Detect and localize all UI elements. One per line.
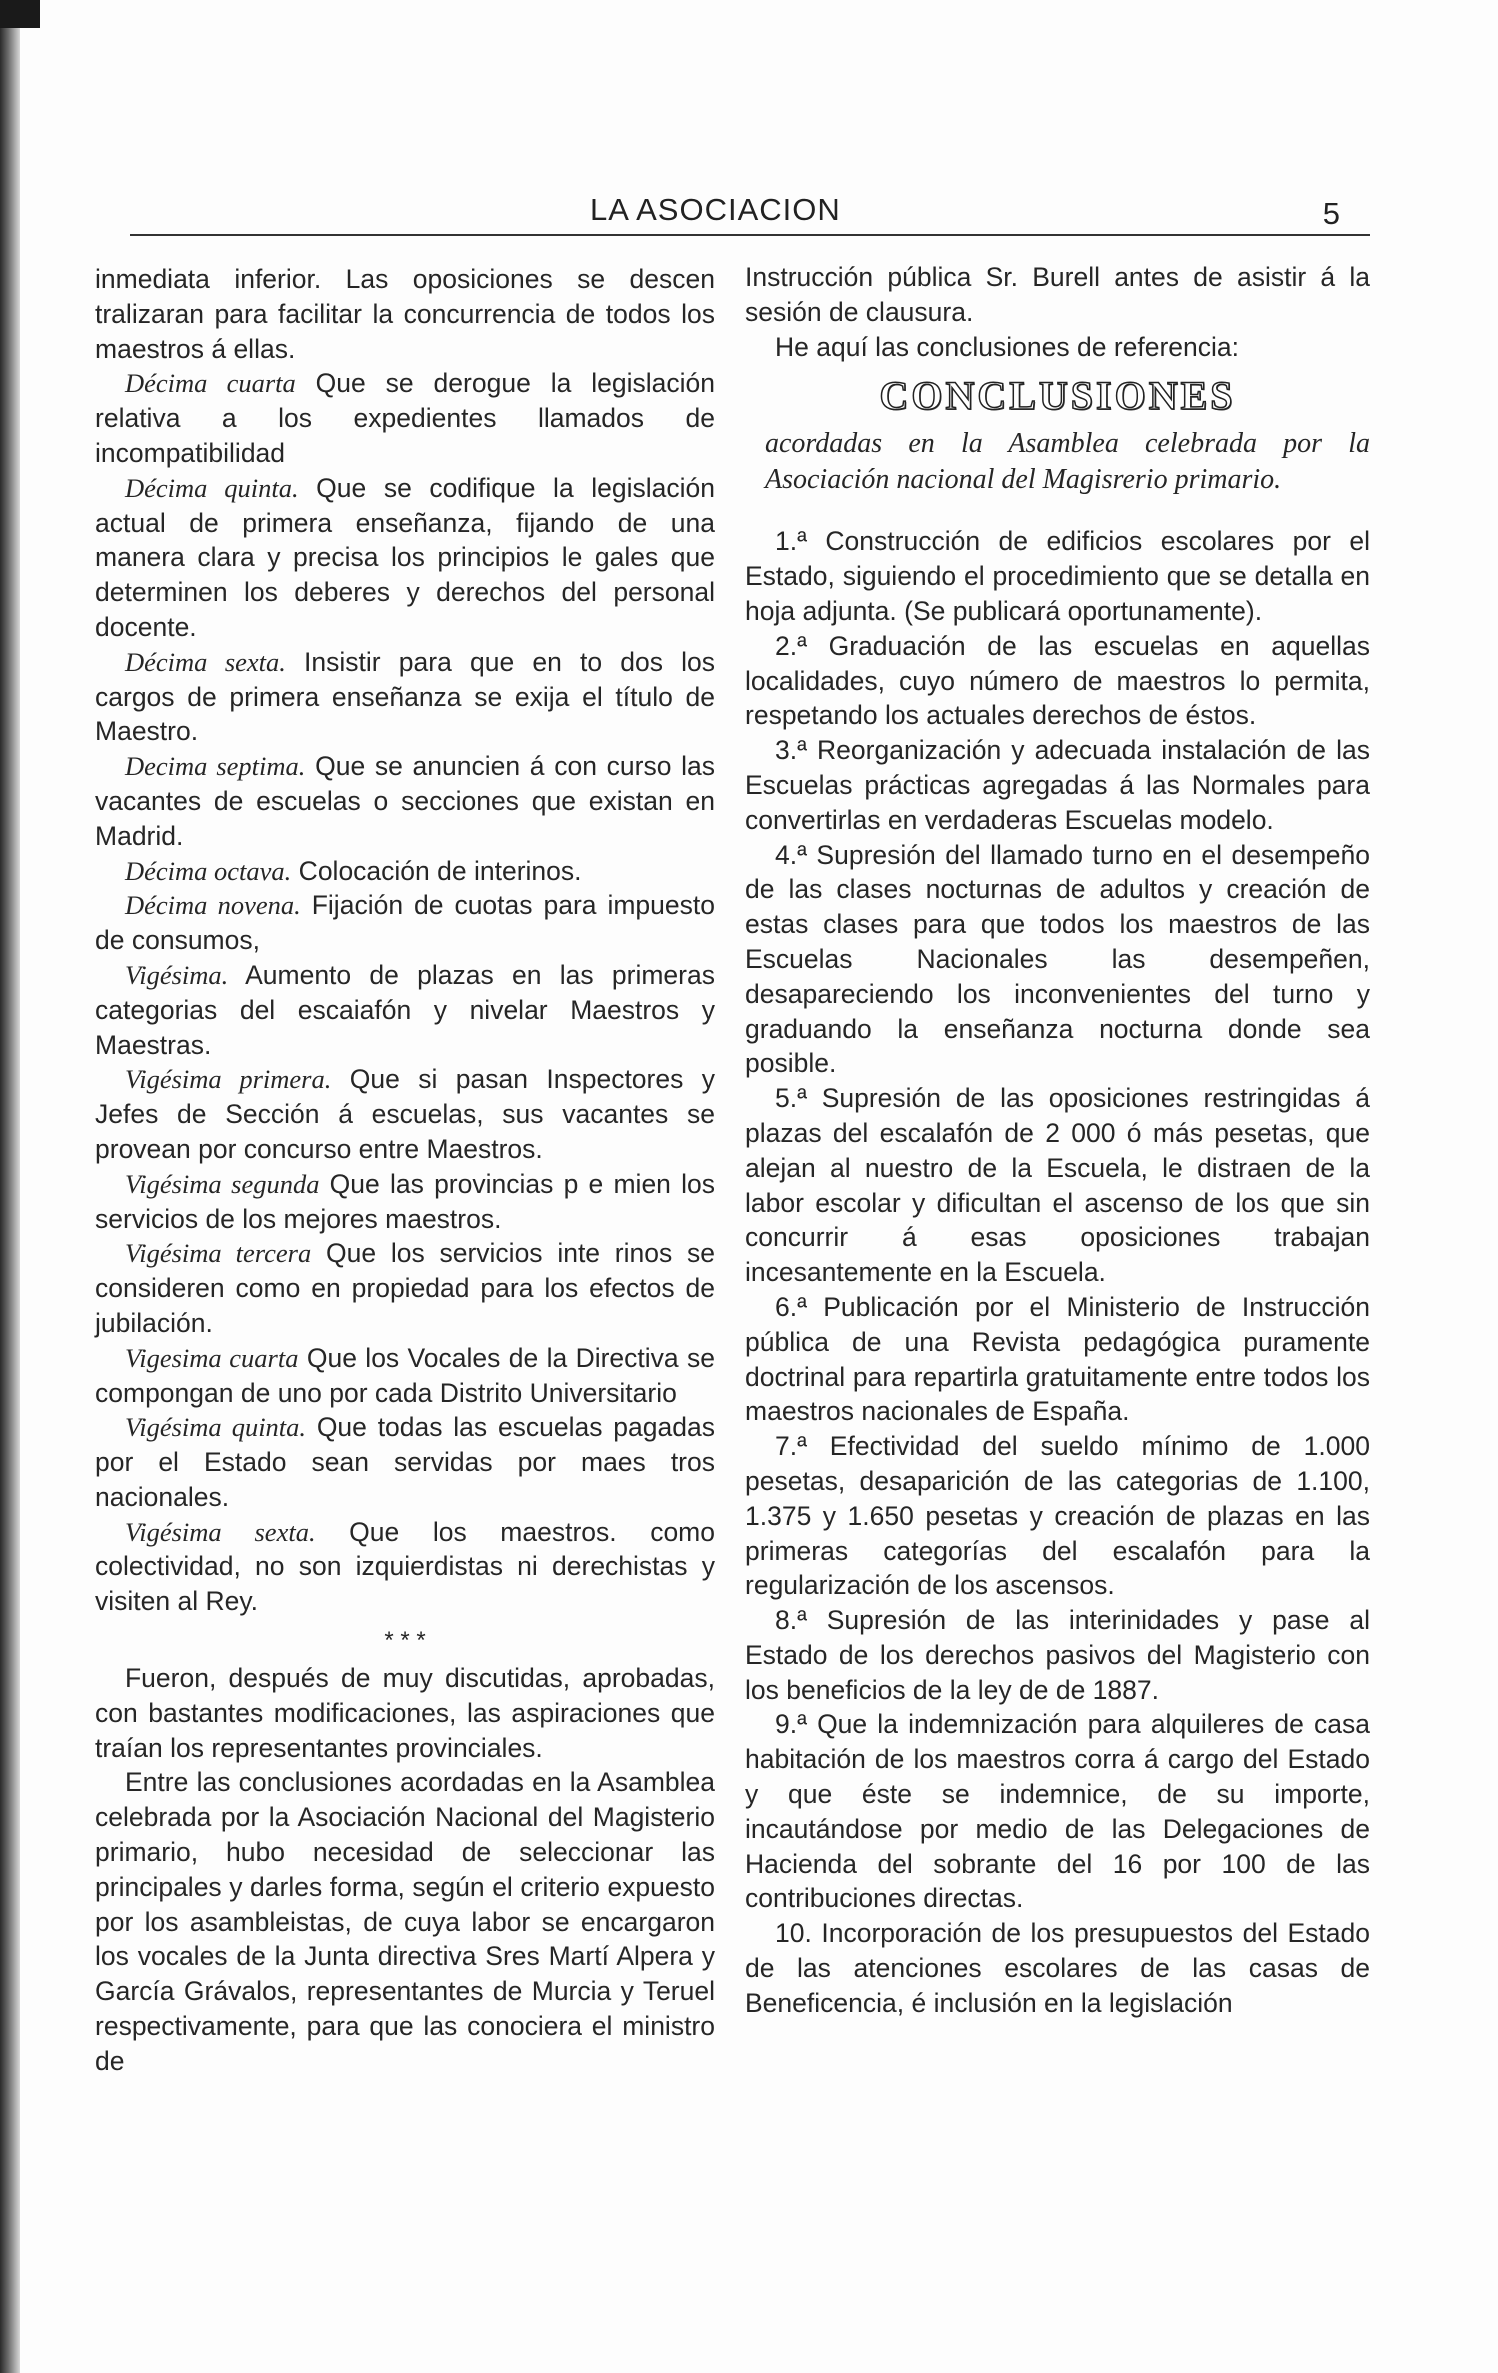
conclusiones-subtitle: acordadas en la Asamblea celebrada por la Asociación nacional del Magisrerio primario.	[765, 428, 1370, 496]
right-conclusion-item	[745, 1081, 1370, 1290]
conclusion-number: 4.ª	[775, 839, 807, 870]
left-column	[95, 262, 715, 2079]
conclusion-label: Décima sexta.	[125, 646, 286, 677]
left-conclusion-item	[95, 1410, 715, 1514]
conclusion-text: Que los Vocales de la Directiva se compongan de uno por cada Distrito Universitario	[95, 1342, 715, 1408]
page-binding-shadow	[0, 0, 20, 2373]
conclusion-text: Que los maestros. como colectividad, no son izquierdistas ni derechistas y visiten al Rey.	[95, 1516, 715, 1617]
conclusiones-heading: CONCLUSIONES	[879, 373, 1236, 419]
right-conclusion-list	[745, 524, 1370, 2020]
conclusion-text: Incorporación de los presupuestos del Estado de las atenciones escolares de las casas de Beneficencia, é inclusión en la legislación	[745, 1918, 1370, 2018]
left-conclusion-item	[95, 888, 715, 958]
conclusion-label: Vigesima cuarta	[125, 1342, 299, 1373]
conclusion-label: Vigésima.	[125, 959, 229, 990]
conclusion-text: Supresión de las oposiciones restringidas á plazas del escalafón de 2 000 ó más pesetas, que alejan al nuestro de la Escuela, le distraen de la labor escolar y dificultan el ascenso de los que sin concurrir á esas oposiciones trabajan incesantemente en la Escuela.	[745, 1083, 1370, 1288]
running-header	[130, 190, 1370, 236]
left-conclusion-item	[95, 645, 715, 749]
right-column	[745, 260, 1370, 2021]
conclusion-text: Que todas las escuelas pagadas por el Estado sean servidas por maes tros nacionales.	[95, 1412, 715, 1512]
left-conclusion-item	[95, 1515, 715, 1619]
right-conclusion-item	[745, 838, 1370, 1082]
right-conclusion-item	[745, 1429, 1370, 1603]
left-conclusion-item	[95, 749, 715, 853]
journal-title: LA ASOCIACION	[590, 192, 841, 227]
right-conclusion-item	[745, 524, 1370, 628]
conclusion-number: 9.ª	[775, 1709, 807, 1740]
conclusion-label: Décima octava.	[125, 855, 292, 886]
right-intro: Instrucción pública Sr. Burell antes de asistir á la sesión de clausura.	[745, 262, 1370, 327]
conclusion-label: Decima septima.	[125, 751, 306, 782]
left-conclusion-item	[95, 854, 715, 889]
conclusion-number: 2.ª	[775, 630, 807, 661]
left-paragraph-2: Entre las conclusiones acordadas en la Asamblea celebrada por la Asociación Nacional del Magisterio primario, hubo necesidad de seleccionar las principales y darles forma, según el criterio expuesto por los asambleistas, de cuya labor se encargaron los vocales de la Junta directiva Sres Martí Alpera y García Grávalos, representantes de Murcia y Teruel respectivamente, para que las conociera el ministro de	[95, 1767, 715, 2076]
right-lead: He aquí las conclusiones de referencia:	[775, 331, 1240, 362]
left-conclusion-item	[95, 471, 715, 645]
conclusion-text: Que la indemnización para alquileres de casa habitación de los maestros corra á cargo del Estado y que éste se indemnice, de su importe, incautándose por medio de las Delegaciones de Hacienda del sobrante del 16 por 100 de las contribuciones directas.	[745, 1709, 1370, 1914]
conclusion-text: Construcción de edificios escolares por el Estado, siguiendo el procedimiento que se detalla en hoja adjunta. (Se publicará oportunamente).	[745, 526, 1370, 626]
right-conclusion-item	[745, 629, 1370, 733]
conclusion-text: Efectividad del sueldo mínimo de 1.000 pesetas, desaparición de las categorias de 1.100, 1.375 y 1.650 pesetas y creación de plazas en las primeras categorías del escalafón para la regularización de los ascensos.	[745, 1431, 1370, 1601]
conclusion-number: 5.ª	[775, 1083, 807, 1114]
conclusion-text: Graduación de las escuelas en aquellas localidades, cuyo número de maestros lo permita, respetando los actuales derechos de éstos.	[745, 630, 1370, 731]
conclusion-number: 8.ª	[775, 1605, 807, 1636]
conclusion-text: Supresión del llamado turno en el desempeño de las clases nocturnas de adultos y creación de estas clases para que todos los maestros de las Escuelas Nacionales las desempeñen, desapareciendo los inconvenientes del turno y graduando la enseñanza nocturna donde sea posible.	[745, 839, 1370, 1079]
header-rule	[130, 234, 1370, 236]
conclusion-label: Décima cuarta	[125, 368, 296, 399]
conclusion-label: Vigésima quinta.	[125, 1412, 307, 1443]
left-conclusion-list	[95, 366, 715, 1619]
right-conclusion-item	[745, 1603, 1370, 1707]
conclusion-text: Que se anuncien á con curso las vacantes de escuelas o secciones que existan en Madrid.	[95, 751, 715, 851]
left-conclusion-item	[95, 1236, 715, 1340]
conclusion-number: 6.ª	[775, 1291, 807, 1322]
conclusion-text: Colocación de interinos.	[291, 855, 582, 886]
right-conclusion-item	[745, 1916, 1370, 2020]
conclusion-label: Décima novena.	[125, 890, 301, 921]
conclusion-number: 7.ª	[775, 1431, 807, 1462]
conclusion-text: Que las provincias p e mien los servicios de los mejores maestros.	[95, 1168, 716, 1234]
conclusion-text: Fijación de cuotas para impuesto de consumos,	[95, 890, 715, 956]
conclusion-text: Reorganización y adecuada instalación de las Escuelas prácticas agregadas á las Normales para convertirlas en verdaderas Escuelas modelo.	[745, 735, 1370, 835]
conclusion-text: Que los servicios inte rinos se consideren como en propiedad para los efectos de jubilación.	[95, 1238, 715, 1338]
conclusion-text: Que si pasan Inspectores y Jefes de Sección á escuelas, sus vacantes se provean por concurso entre Maestros.	[95, 1064, 716, 1164]
conclusion-text: Publicación por el Ministerio de Instrucción pública de una Revista pedagógica puramente doctrinal para repartirla gratuitamente entre todos los maestros nacionales de España.	[745, 1291, 1370, 1427]
conclusion-text: Que se derogue la legislación relativa a los expedientes llamados de incompatibilidad	[95, 368, 715, 468]
page-number: 5	[1322, 196, 1340, 231]
left-intro: inmediata inferior. Las oposiciones se descen tralizaran para facilitar la concurrencia de todos los maestros á ellas.	[95, 264, 715, 364]
conclusion-number: 10.	[775, 1918, 812, 1949]
page-corner	[0, 0, 40, 28]
conclusion-label: Vigésima tercera	[125, 1238, 312, 1269]
right-conclusion-item	[745, 1290, 1370, 1429]
left-paragraph-1: Fueron, después de muy discutidas, aprobadas, con bastantes modificaciones, las aspiraciones que traían los representantes provinciales.	[95, 1663, 715, 1763]
right-conclusion-item	[745, 733, 1370, 837]
left-conclusion-item	[95, 366, 715, 470]
left-conclusion-item	[95, 958, 715, 1062]
conclusion-label: Vigésima segunda	[125, 1168, 320, 1199]
right-conclusion-item	[745, 1707, 1370, 1916]
conclusion-text: Supresión de las interinidades y pase al Estado de los derechos pasivos del Magisterio con los beneficios de la ley de de 1887.	[745, 1605, 1370, 1705]
left-conclusion-item	[95, 1167, 715, 1237]
conclusion-number: 1.ª	[775, 526, 807, 557]
conclusion-text: Aumento de plazas en las primeras categorias del escaiafón y nivelar Maestros y Maestras.	[95, 959, 715, 1060]
conclusion-label: Vigésima primera.	[125, 1064, 332, 1095]
conclusion-label: Vigésima sexta.	[125, 1516, 316, 1547]
left-conclusion-item	[95, 1341, 715, 1411]
left-conclusion-item	[95, 1062, 715, 1166]
conclusion-text: Insistir para que en to dos los cargos de primera enseñanza se exija el título de Maestro.	[95, 646, 715, 747]
conclusion-text: Que se codifique la legislación actual de primera enseñanza, fijando de una manera clara y precisa los principios le gales que determinen los deberes y derechos del personal docente.	[95, 472, 715, 642]
conclusion-label: Décima quinta.	[125, 472, 299, 503]
section-asterism: * * *	[384, 1627, 426, 1655]
conclusion-number: 3.ª	[775, 735, 807, 766]
